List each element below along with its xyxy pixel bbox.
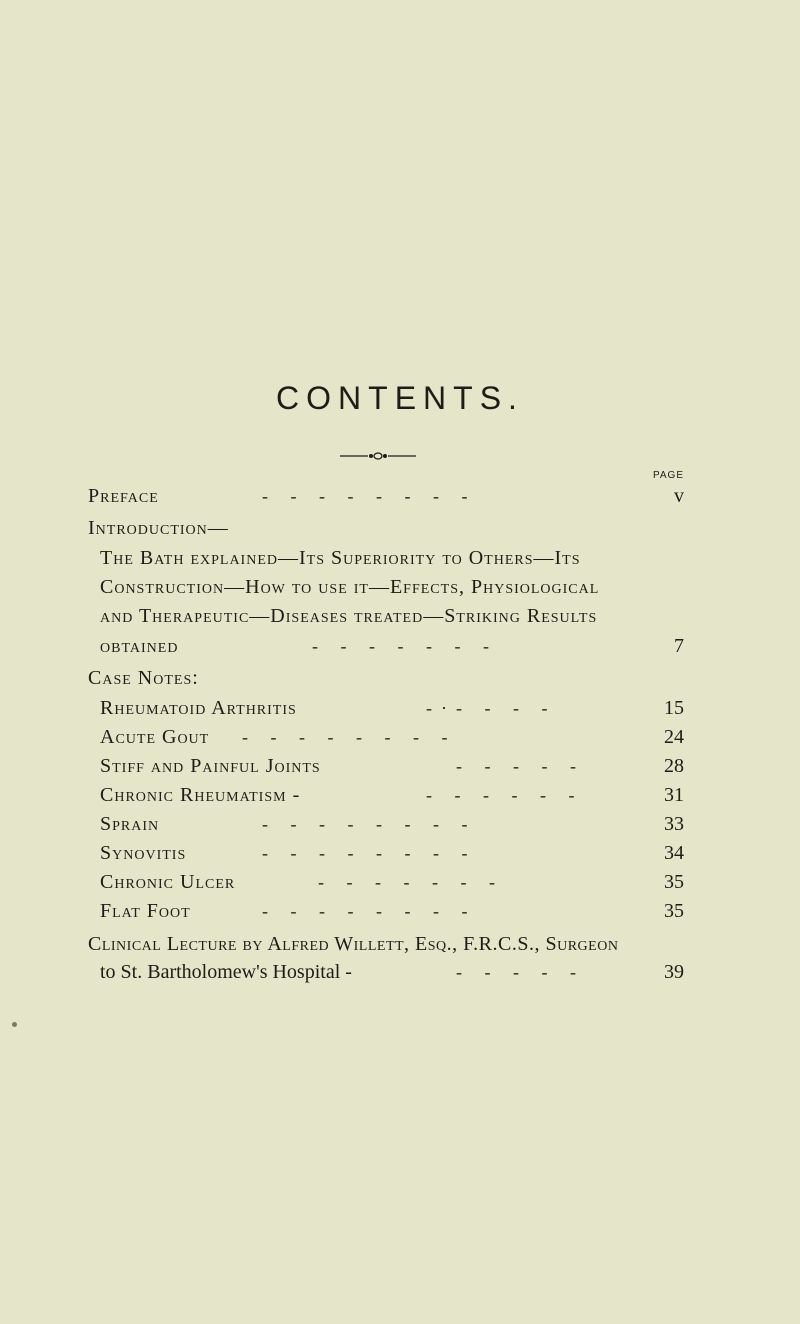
toc-case-page: 34 bbox=[664, 842, 684, 864]
leader-dots: - - - - - bbox=[456, 962, 576, 982]
toc-entry-case-notes-label: Case Notes: bbox=[88, 667, 199, 689]
toc-case-page: 35 bbox=[664, 900, 684, 922]
toc-case-page: 24 bbox=[664, 726, 684, 748]
leader-dots: - · - - - - bbox=[426, 698, 548, 718]
leader-dots: - - - - - - - - bbox=[262, 486, 468, 506]
toc-case-label: Stiff and Painful Joints bbox=[100, 755, 321, 777]
toc-case-label: Acute Gout bbox=[100, 726, 210, 748]
toc-entry-introduction-page: 7 bbox=[674, 635, 684, 657]
toc-case-page: 15 bbox=[664, 697, 684, 719]
toc-intro-line: The Bath explained—Its Superiority to Others—Its bbox=[100, 547, 581, 569]
toc-case-page: 35 bbox=[664, 871, 684, 893]
page-title: CONTENTS. bbox=[276, 380, 524, 416]
page-column-header: PAGE bbox=[652, 470, 684, 481]
leader-dots: - - - - - - - bbox=[312, 636, 489, 656]
toc-intro-line: and Therapeutic—Diseases treated—Striking Results bbox=[100, 605, 598, 627]
leader-dots: - - - - - - - bbox=[318, 872, 495, 892]
leader-dots: - - - - - - - - bbox=[262, 814, 468, 834]
toc-case-label: Synovitis bbox=[100, 842, 187, 864]
toc-case-page: 33 bbox=[664, 813, 684, 835]
ornament-divider bbox=[340, 452, 416, 460]
leader-dots: - - - - - - - - bbox=[262, 901, 468, 921]
leader-dots: - - - - - - - - bbox=[262, 843, 468, 863]
toc-case-label: Chronic Ulcer bbox=[100, 871, 236, 893]
toc-entry-introduction-label: Introduction— bbox=[88, 517, 229, 539]
toc-entry-lecture-label: Clinical Lecture by Alfred Willett, Esq., F.R.C.S., Surgeon bbox=[88, 933, 619, 955]
leader-dots: - - - - - - - - bbox=[242, 727, 448, 747]
toc-case-label: Rheumatoid Arthritis bbox=[100, 697, 297, 719]
toc-entry-preface-page: v bbox=[674, 485, 684, 507]
toc-entry-lecture-label-continued: to St. Bartholomew's Hospital - bbox=[100, 961, 352, 983]
toc-case-label: Sprain bbox=[100, 813, 160, 835]
toc-intro-line: obtained bbox=[100, 635, 179, 657]
toc-case-label: Chronic Rheumatism - bbox=[100, 784, 301, 806]
toc-case-page: 28 bbox=[664, 755, 684, 777]
leader-dots: - - - - - bbox=[456, 756, 576, 776]
toc-entry-lecture-page: 39 bbox=[664, 961, 684, 983]
leader-dots: - - - - - - bbox=[426, 785, 575, 805]
toc-entry-preface-label: Preface bbox=[88, 485, 159, 507]
toc-intro-line: Construction—How to use it—Effects, Physiological bbox=[100, 576, 600, 598]
toc-case-page: 31 bbox=[664, 784, 684, 806]
paper-speck bbox=[12, 1022, 17, 1027]
toc-case-label: Flat Foot bbox=[100, 900, 191, 922]
